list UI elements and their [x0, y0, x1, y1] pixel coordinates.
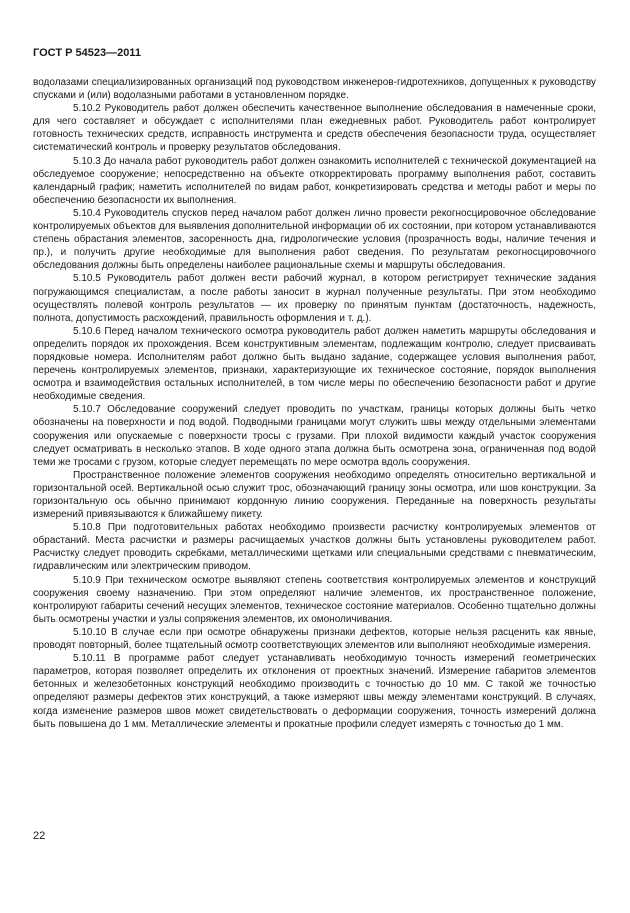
paragraph-5-10-6: 5.10.6 Перед началом технического осмотра руководитель работ должен наметить маршруты обследования и определить порядок их прохождения. Всем конструктивным элементам, подлежащим контролю, следует присваивать порядковые номера. Исполнителям работ должно быть выдано задание, содержащее условия выполнения работ, перечень контролируемых элементов, признаки, характеризующие их техническое состояние, порядок выполнения осмотра и взаимодействия остальных исполнителей, в том числе меры по обеспечению безопасности работ и другие необходимые сведения.: [33, 325, 596, 403]
paragraph-5-10-9: 5.10.9 При техническом осмотре выявляют степень соответствия контролируемых элементов и конструкций сооружения своему назначению. При этом определяют наличие элементов, их пространственное положение, контролируют габариты сечений несущих элементов, техническое состояние материалов. Особенно тщательно должны быть осмотрены участки и узлы сопряжения элементов, их омоноличивания.: [33, 574, 596, 625]
paragraph-continuation: водолазами специализированных организаций под руководством инженеров-гидротехников, допущенных к руководству спусками и (или) водолазными работами в установленном порядке.: [33, 77, 596, 102]
paragraph-spatial-position: Пространственное положение элементов сооружения необходимо определять относительно вертикальной и горизонтальной осей. Вертикальной осью служит трос, обозначающий границу зоны осмотра, или шов конструкции. За горизонтальную ось обычно принимают кордонную линию сооружения. Переданные на поверхность результаты измерений привязываются к ближайшему пикету.: [33, 469, 596, 521]
paragraph-5-10-7: 5.10.7 Обследование сооружений следует проводить по участкам, границы которых должны быть четко обозначены на поверхности и под водой. Подводными границами могут служить швы между отдельными элементами сооружения или опускаемые с поверхности тросы с грузами. При плохой видимости каждый участок сооружения следует осматривать в несколько этапов. В ходе одного этапа должна быть осмотрена зона, ограниченная под водой теми же тросами с грузом, которые следует перемещать по мере осмотра вдоль сооружения.: [33, 404, 596, 468]
paragraph-5-10-10: 5.10.10 В случае если при осмотре обнаружены признаки дефектов, которые нельзя расценить как явные, проводят повторный, более тщательный осмотр соответствующих элементов или выполняют необходимые измерения.: [33, 626, 596, 652]
paragraph-5-10-11: 5.10.11 В программе работ следует устанавливать необходимую точность измерений геометрических параметров, которая позволяет определить их отклонения от проектных значений. Измерение габаритов элементов бетонных и железобетонных конструкций необходимо производить с точностью до 10 мм. С такой же точностью определяют размеры дефектов этих конструкций, а также измеряют швы между элементами конструкций. В случаях, когда изменение размеров швов может свидетельствовать о деформации сооружения, точность измерений должна быть повышена до 1 мм. Металлические элементы и прокатные профили следует измерять с точностью до 1 мм.: [33, 653, 596, 730]
paragraph-5-10-2: 5.10.2 Руководитель работ должен обеспечить качественное выполнение обследования в намеченные сроки, для чего составляет и обсуждает с исполнителями план ежедневных работ. Руководитель работ контролирует готовность технических средств, исправность инструмента и средств обеспечения безопасности труда, осуществляет систематический контроль и проверку результатов обследования.: [33, 103, 596, 154]
page-number: 22: [33, 830, 46, 842]
paragraph-5-10-4: 5.10.4 Руководитель спусков перед началом работ должен лично провести рекогносцировочное обследование контролируемых объектов для выявления дополнительной информации об их состоянии, при котором устанавливаются степень обрастания элементов, засоренность дна, гидрологические условия (прозрачность воды, наличие течения и пр.), и получить другие необходимые для выполнения работ сведения. По результатам рекогносцировочного обследования должны быть определены наиболее рациональные схемы и маршруты обследования.: [33, 207, 596, 272]
document-body: [33, 76, 596, 731]
document-header: ГОСТ Р 54523—2011: [33, 47, 141, 59]
paragraph-5-10-8: 5.10.8 При подготовительных работах необходимо произвести расчистку контролируемых элементов от обрастаний. Места расчистки и размеры расчищаемых участков должны быть установлены руководителем работ. Расчистку следует проводить скребками, металлическими щетками или специальными средствами с пневматическим, гидравлическим или электрическим приводом.: [33, 522, 596, 573]
paragraph-5-10-3: 5.10.3 До начала работ руководитель работ должен ознакомить исполнителей с технической документацией на обследуемое сооружение; непосредственно на объекте откорректировать программу выполнения работ, составить календарный график; наметить исполнителей по видам работ, конкретизировать средства и методы работ и меры по обеспечению безопасности их выполнения.: [33, 155, 596, 206]
paragraph-5-10-5: 5.10.5 Руководитель работ должен вести рабочий журнал, в котором регистрирует технические задания погружающимся специалистам, а после работы заносит в журнал полученные результаты. При этом необходимо осуществлять полевой контроль результатов — их проверку по принятым пунктам (достаточность, надежность, полнота, допустимость расхождений, правильность оформления и т. д.).: [33, 273, 596, 324]
